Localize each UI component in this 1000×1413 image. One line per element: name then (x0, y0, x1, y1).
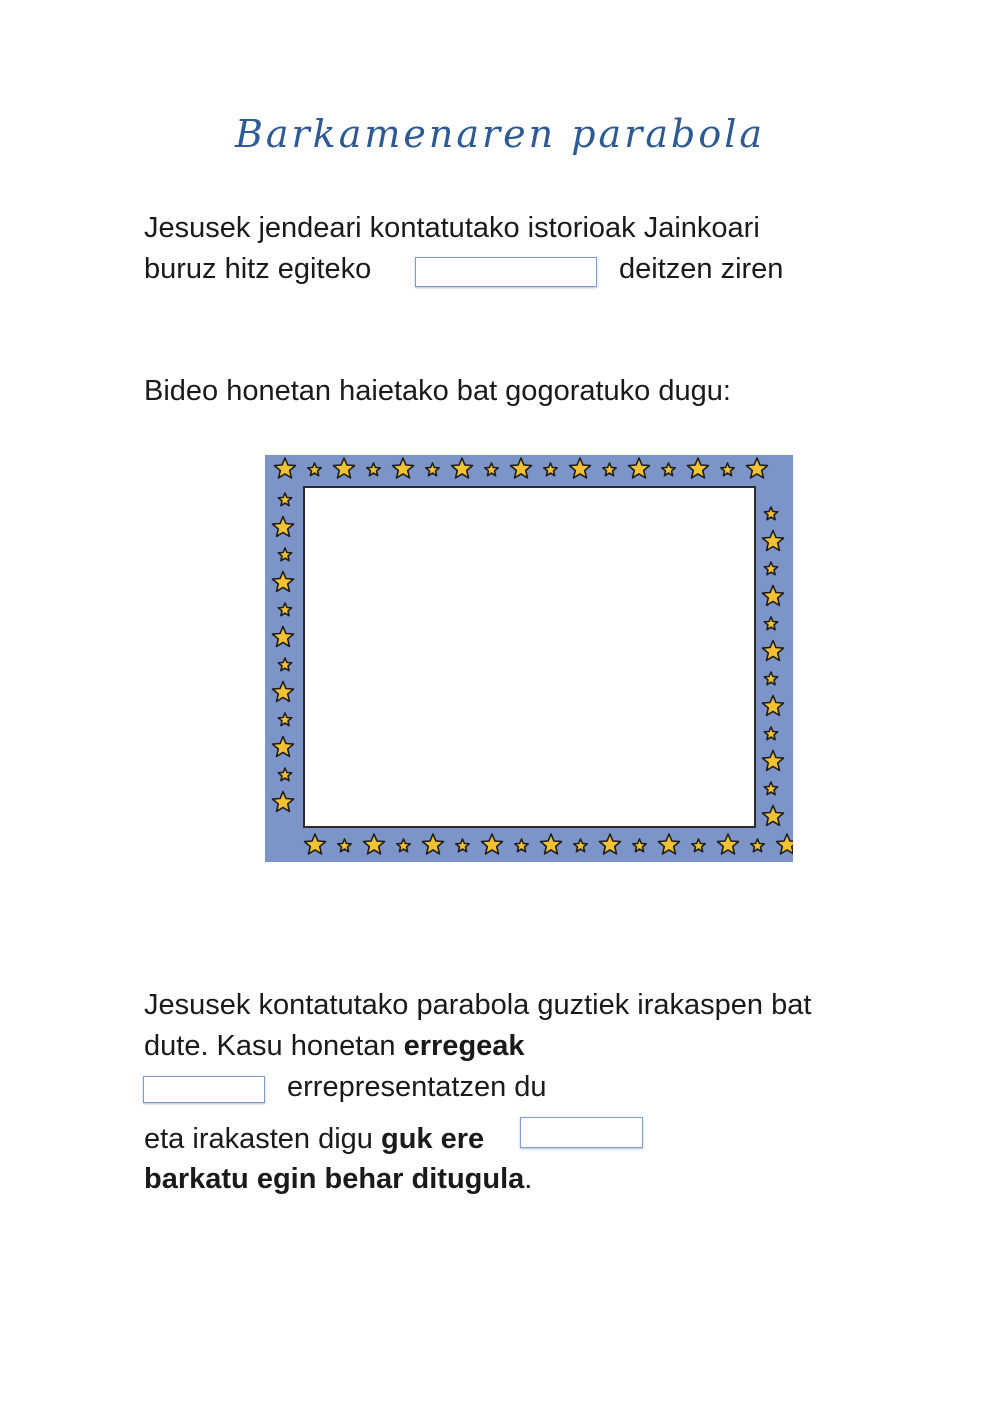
star-icon-37 (763, 531, 784, 551)
star-icon-56 (273, 792, 294, 812)
paragraph3-line2 (144, 1028, 525, 1064)
star-icon-23 (633, 839, 646, 852)
video-frame (265, 455, 793, 862)
paragraph3-line1: Jesusek kontatutako parabola guztiek irakaspen bat (144, 989, 812, 1021)
star-icon-7 (397, 839, 410, 852)
star-icon-57 (763, 806, 784, 826)
star-icon-52 (273, 737, 294, 757)
star-icon-15 (515, 839, 528, 852)
star-icon-41 (763, 586, 784, 606)
star-icon-26 (662, 463, 675, 476)
star-icon-28 (688, 458, 709, 478)
star-icon-18 (544, 463, 557, 476)
star-icon-53 (763, 751, 784, 771)
star-icon-36 (273, 517, 294, 537)
star-icon-40 (273, 572, 294, 592)
paragraph3-line4-bold: guk ere (380, 1123, 485, 1155)
star-icon-8 (393, 458, 414, 478)
star-icon-33 (777, 834, 794, 854)
star-icon-4 (334, 458, 355, 478)
answer-blank-2[interactable] (143, 1076, 265, 1103)
answer-blank-1[interactable] (415, 257, 597, 287)
star-icon-10 (426, 463, 439, 476)
star-icon-29 (718, 834, 739, 854)
paragraph3-line5-bold: barkatu egin behar ditugula (144, 1163, 525, 1195)
star-icon-47 (764, 672, 777, 685)
paragraph3-line4 (144, 1121, 484, 1157)
star-icon-31 (751, 839, 764, 852)
star-icon-54 (278, 768, 291, 781)
answer-blank-3[interactable] (520, 1117, 643, 1148)
paragraph3-line3-after: errepresentatzen du (287, 1071, 547, 1103)
star-icon-19 (574, 839, 587, 852)
star-icon-50 (278, 713, 291, 726)
star-icon-34 (278, 493, 291, 506)
paragraph3-line2-bold: erregeak (403, 1030, 525, 1062)
video-placeholder[interactable] (303, 486, 756, 828)
star-icon-45 (763, 641, 784, 661)
star-icon-9 (423, 834, 444, 854)
star-icon-5 (364, 834, 385, 854)
star-icon-2 (308, 463, 321, 476)
star-icon-49 (763, 696, 784, 716)
star-icon-14 (485, 463, 498, 476)
star-icon-25 (659, 834, 680, 854)
star-icon-1 (305, 834, 326, 854)
star-icon-55 (764, 782, 777, 795)
star-icon-42 (278, 603, 291, 616)
star-icon-17 (541, 834, 562, 854)
star-icon-30 (721, 463, 734, 476)
star-icon-11 (456, 839, 469, 852)
star-icon-13 (482, 834, 503, 854)
star-icon-20 (570, 458, 591, 478)
paragraph1-line1: Jesusek jendeari kontatutako istorioak Jainkoari (144, 212, 760, 244)
star-icon-16 (511, 458, 532, 478)
star-icon-46 (278, 658, 291, 671)
paragraph3-line5-end: . (524, 1163, 533, 1195)
star-icon-6 (367, 463, 380, 476)
star-icon-35 (764, 507, 777, 520)
star-icon-43 (764, 617, 777, 630)
paragraph3-line2-text: dute. Kasu honetan (144, 1030, 404, 1062)
paragraph1-line2-after: deitzen ziren (619, 253, 784, 285)
star-icon-3 (338, 839, 351, 852)
worksheet-title: Barkamenaren parabola (234, 112, 766, 156)
paragraph3-line5 (144, 1161, 532, 1197)
star-icon-32 (747, 458, 768, 478)
star-icon-22 (603, 463, 616, 476)
star-icon-39 (764, 562, 777, 575)
star-icon-24 (629, 458, 650, 478)
star-icon-51 (764, 727, 777, 740)
star-icon-0 (275, 458, 296, 478)
paragraph3-line4-text: eta irakasten digu (144, 1123, 381, 1155)
star-icon-27 (692, 839, 705, 852)
paragraph2-text: Bideo honetan haietako bat gogoratuko dugu: (144, 375, 731, 407)
star-icon-21 (600, 834, 621, 854)
paragraph1-line2-before: buruz hitz egiteko (144, 253, 372, 285)
star-icon-44 (273, 627, 294, 647)
star-icon-48 (273, 682, 294, 702)
star-icon-12 (452, 458, 473, 478)
star-icon-38 (278, 548, 291, 561)
